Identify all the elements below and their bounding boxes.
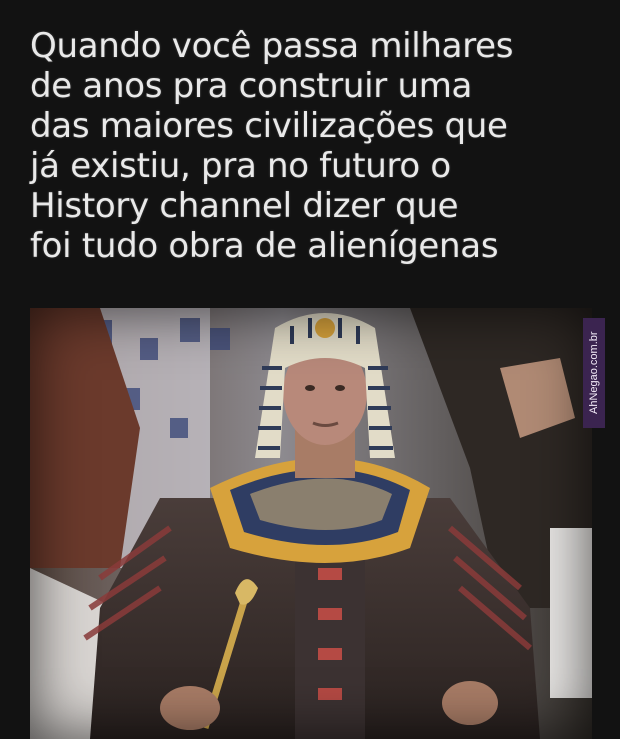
caption-line-2: de anos pra construir uma (30, 66, 473, 106)
meme-caption (30, 26, 590, 266)
photo-illustration (30, 308, 592, 739)
caption-line-3: das maiores civilizações que (30, 106, 508, 146)
caption-line-5: History channel dizer que (30, 186, 459, 226)
caption-line-4: já existiu, pra no futuro o (30, 146, 451, 186)
caption-line-6: foi tudo obra de alienígenas (30, 226, 499, 266)
watermark-badge: AhNegao.com.br (583, 318, 605, 428)
caption-line-1: Quando você passa milhares (30, 26, 514, 66)
meme-photo-pharaoh-costume (30, 308, 592, 739)
